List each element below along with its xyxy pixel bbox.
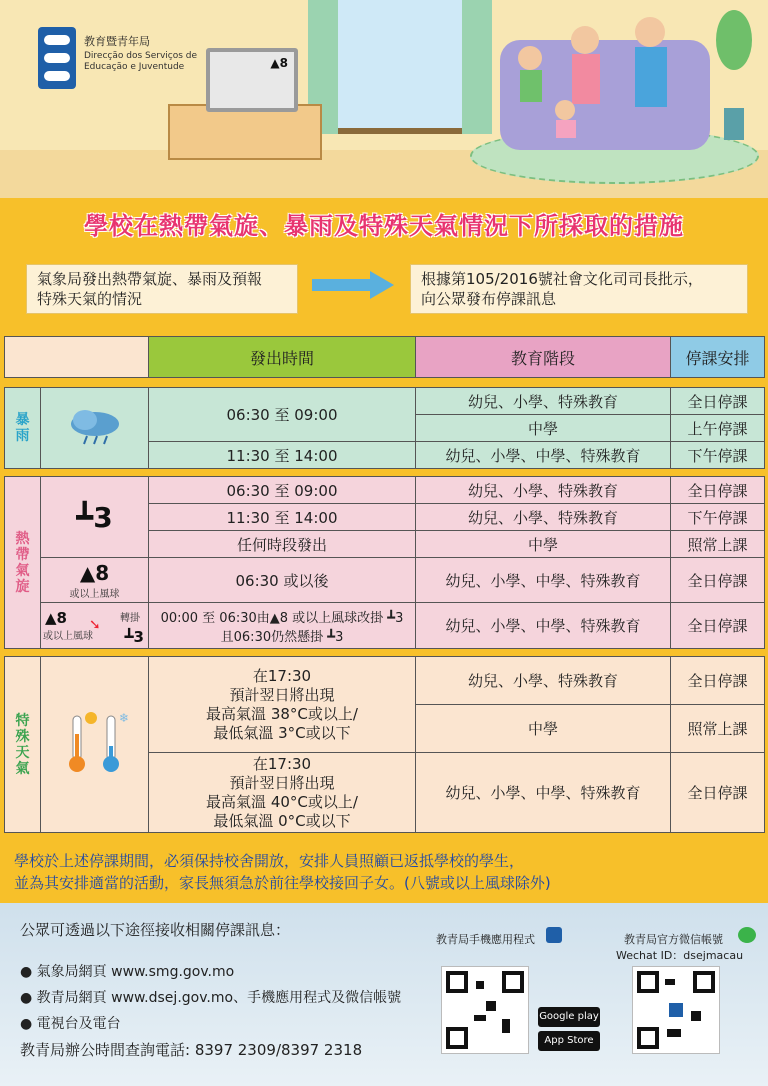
table-cell: 幼兒、小學、中學、特殊教育 (416, 753, 671, 833)
table-header (4, 336, 765, 378)
table-cell: 全日停課 (671, 477, 765, 504)
table-cell: 下午停課 (671, 504, 765, 531)
table-cell: 全日停課 (671, 558, 765, 603)
wechat-qr-code[interactable] (632, 966, 720, 1054)
table-cell: 全日停課 (671, 603, 765, 649)
table-cell: 幼兒、小學、中學、特殊教育 (416, 442, 671, 469)
table-cell: 幼兒、小學、特殊教育 (416, 388, 671, 415)
list-item: ● 氣象局網頁 www.smg.gov.mo (20, 964, 235, 980)
list-item: ● 教青局網頁 www.dsej.gov.mo、手機應用程式及微信帳號 (20, 990, 402, 1006)
footer (0, 903, 768, 1086)
google-play-badge[interactable]: Google play (538, 1007, 600, 1027)
table-cell: 在17:30 預計翌日將出現 最高氣溫 38°C或以上/ 最低氣溫 3°C或以下 (149, 657, 416, 753)
dsej-logo (38, 27, 208, 97)
rainstorm-section (4, 387, 765, 469)
header-level: 教育階段 (416, 337, 671, 378)
family-on-sofa (500, 40, 710, 150)
hero-illustration (0, 0, 768, 198)
table-cell: 中學 (416, 531, 671, 558)
footer-lead: 公眾可透過以下途徑接收相關停課訊息： (20, 921, 291, 939)
org-name-pt: Direcção dos Serviços de Educação e Juventude (84, 51, 198, 72)
arrow-icon (312, 279, 372, 291)
table-cell: 11:30 至 14:00 (149, 504, 416, 531)
table-cell: 上午停課 (671, 415, 765, 442)
signal-8-icon: ▲8 或以上風球 (41, 558, 149, 603)
table-cell: 中學 (416, 705, 671, 753)
enquiry-phone: 教青局辦公時間查詢電話: 8397 2309/8397 2318 (20, 1041, 363, 1059)
app-store-badge[interactable]: App Store (538, 1031, 600, 1051)
table-cell: 在17:30 預計翌日將出現 最高氣溫 40°C或以上/ 最低氣溫 0°C或以下 (149, 753, 416, 833)
dsej-app-icon (546, 927, 562, 943)
signal-change-icon: ▲8 或以上風球 轉掛 ┻3 ➘ (41, 603, 149, 649)
logo-mark (38, 27, 76, 89)
table-cell: 全日停課 (671, 753, 765, 833)
table-cell: 任何時段發出 (149, 531, 416, 558)
table-cell: 中學 (416, 415, 671, 442)
table-cell: 照常上課 (671, 705, 765, 753)
table-cell: 幼兒、小學、中學、特殊教育 (416, 603, 671, 649)
television (206, 48, 298, 112)
special-weather-label: 特 殊 天 氣 (5, 657, 41, 833)
table-cell: 全日停課 (671, 388, 765, 415)
table-cell: 幼兒、小學、中學、特殊教育 (416, 558, 671, 603)
table-cell: 照常上課 (671, 531, 765, 558)
table-cell: 00:00 至 06:30由▲8 或以上風球改掛 ┻3 且06:30仍然懸掛 ┻3 (149, 603, 416, 649)
app-label: 教青局手機應用程式 (436, 933, 535, 946)
window (322, 0, 478, 134)
table-cell: 幼兒、小學、特殊教育 (416, 477, 671, 504)
rain-cloud-icon (41, 388, 149, 469)
intro-directive: 根據第105/2016號社會文化司司長批示， 向公眾發布停課訊息 (410, 264, 748, 314)
svg-text:❄: ❄ (118, 710, 129, 725)
school-note: 學校於上述停課期間，必須保持校舍開放，安排人員照顧已返抵學校的學生， 並為其安排適當的活動，家長無須急於前往學校接回子女。(八號或以上風球除外) (14, 852, 551, 892)
typhoon-label: 熱 帶 氣 旋 (5, 477, 41, 649)
header-arrangement: 停課安排 (671, 337, 765, 378)
typhoon-section (4, 476, 765, 649)
wechat-label: 教青局官方微信帳號 (624, 933, 723, 946)
table-cell: 幼兒、小學、特殊教育 (416, 504, 671, 531)
intro-condition: 氣象局發出熱帶氣旋、暴雨及預報 特殊天氣的情況 (26, 264, 298, 314)
signal-3-icon: ┻3 (41, 477, 149, 558)
table-cell: 全日停課 (671, 657, 765, 705)
arrowhead (370, 271, 394, 299)
plant (716, 10, 752, 140)
special-weather-section (4, 656, 765, 833)
rainstorm-label: 暴 雨 (5, 388, 41, 469)
tv-signal-text: ▲8 (270, 56, 288, 70)
table-cell: 幼兒、小學、特殊教育 (416, 657, 671, 705)
thermometer-icon (41, 657, 149, 833)
table-cell: 06:30 至 09:00 (149, 388, 416, 442)
wechat-icon (738, 927, 756, 943)
page-title: 學校在熱帶氣旋、暴雨及特殊天氣情況下所採取的措施 (84, 212, 684, 240)
tv-cabinet (168, 104, 322, 160)
table-cell: 06:30 至 09:00 (149, 477, 416, 504)
org-name-cn: 教育暨青年局 (84, 35, 150, 48)
table-cell: 06:30 或以後 (149, 558, 416, 603)
table-cell: 11:30 至 14:00 (149, 442, 416, 469)
curtain-right (462, 0, 492, 134)
header-time: 發出時間 (149, 337, 416, 378)
app-qr-code[interactable] (441, 966, 529, 1054)
list-item: ● 電視台及電台 (20, 1016, 121, 1032)
wechat-id: Wechat ID：dsejmacau (616, 949, 744, 962)
table-cell: 下午停課 (671, 442, 765, 469)
